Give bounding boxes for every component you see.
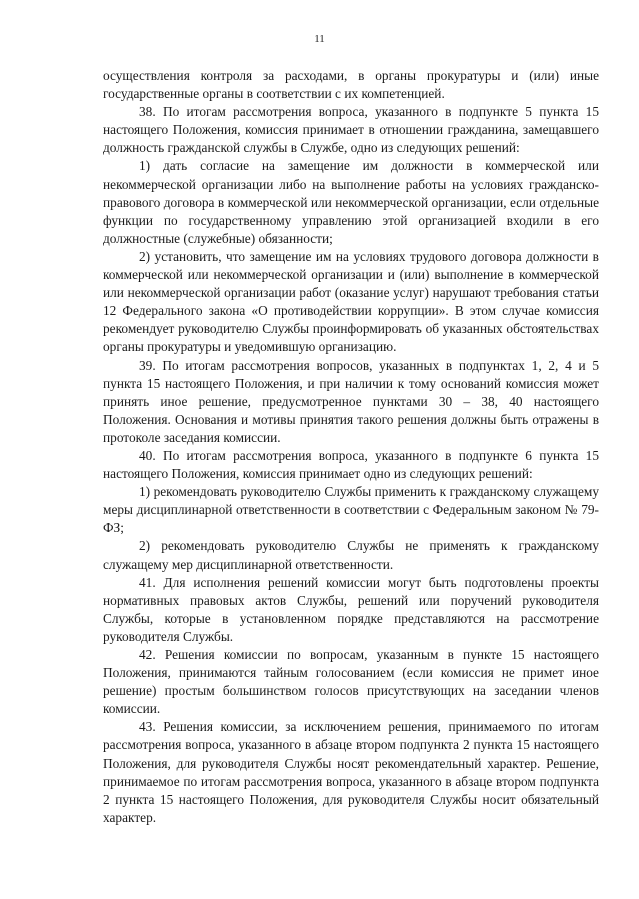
page-number: 11 <box>314 33 325 45</box>
paragraph-40: 40. По итогам рассмотрения вопроса, указанного в подпункте 6 пункта 15 настоящего Положения, комиссия принимает одно из следующих решений: <box>103 447 599 482</box>
paragraph-38-item-2: 2) установить, что замещение им на условиях трудового договора должности в коммерческой или некоммерческой организации и (или) выполнение в коммерческой или некоммерческой организации работ (оказание услуг) нарушают требования статьи 12 Федерального закона «О противодействии коррупции». В этом случае комиссия рекомендует руководителю Службы проинформировать об указанных обстоятельствах органы прокуратуры и уведомившую организацию. <box>103 248 599 355</box>
paragraph-40-item-2: 2) рекомендовать руководителю Службы не применять к гражданскому служащему мер дисциплинарной ответственности. <box>103 538 599 572</box>
paragraph-continuation: осуществления контроля за расходами, в органы прокуратуры и (или) иные государственные органы в соответствии с их компетенцией. <box>103 68 599 102</box>
paragraph-42: 42. Решения комиссии по вопросам, указанным в пункте 15 настоящего Положения, принимаются тайным голосованием (если комиссия не примет иное решение) простым большинством голосов присутствующих на заседании членов комиссии. <box>103 647 599 717</box>
document-body <box>103 67 599 827</box>
paragraph-41: 41. Для исполнения решений комиссии могут быть подготовлены проекты нормативных правовых актов Службы, решений или поручений руководителя Службы, которые в установленном порядке представляются на рассмотрение руководителя Службы. <box>103 574 599 644</box>
paragraph-39: 39. По итогам рассмотрения вопросов, указанных в подпунктах 1, 2, 4 и 5 пункта 15 настоящего Положения, и при наличии к тому оснований комиссия может принять иное решение, предусмотренное пунктами 30 – 38, 40 настоящего Положения. Основания и мотивы принятия такого решения должны быть отражены в протоколе заседания комиссии. <box>103 357 599 445</box>
paragraph-40-item-1: 1) рекомендовать руководителю Службы применить к гражданскому служащему меры дисциплинарной ответственности в соответствии с Федеральным законом № 79-ФЗ; <box>103 484 599 536</box>
paragraph-38: 38. По итогам рассмотрения вопроса, указанного в подпункте 5 пункта 15 настоящего Положения, комиссия принимает в отношении гражданина, замещавшего должность гражданской службы в Службе, одно из следующих решений: <box>103 104 599 156</box>
paragraph-38-item-1: 1) дать согласие на замещение им должности в коммерческой или некоммерческой организации либо на выполнение работы на условиях гражданско-правового договора в коммерческой или некоммерческой организации, если отдельные функции по государственному управлению этой организацией входили в его должностные (служебные) обязанности; <box>103 158 599 246</box>
paragraph-43: 43. Решения комиссии, за исключением решения, принимаемого по итогам рассмотрения вопроса, указанного в абзаце втором подпункта 2 пункта 15 настоящего Положения, для руководителя Службы носят рекомендательный характер. Решение, принимаемое по итогам рассмотрения вопроса, указанного в абзаце втором подпункта 2 пункта 15 настоящего Положения, для руководителя Службы носит обязательный характер. <box>103 719 599 825</box>
